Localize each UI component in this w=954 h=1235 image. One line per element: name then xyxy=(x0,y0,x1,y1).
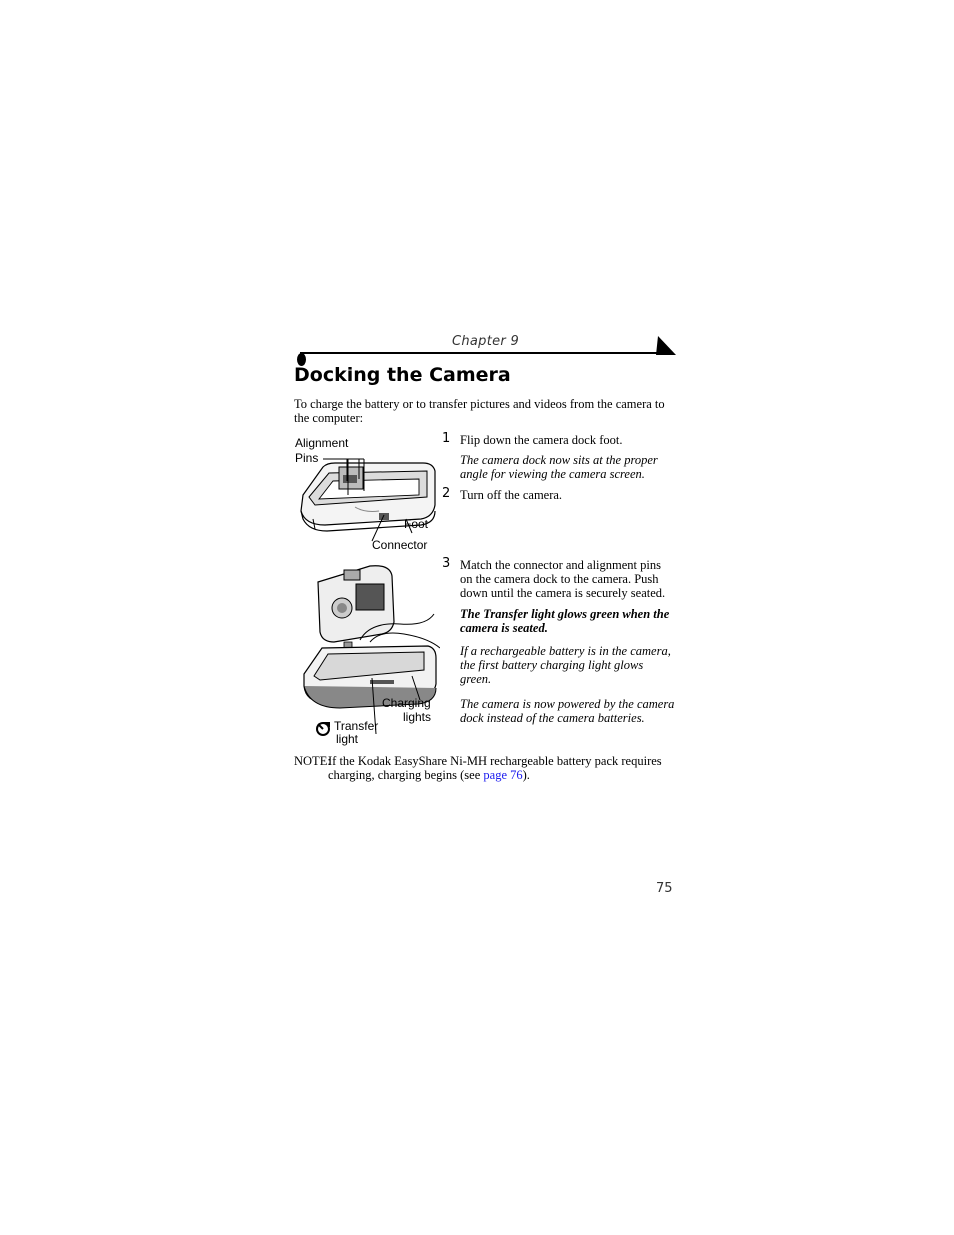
step-3-text: Match the connector and alignment pins on the camera dock to the camera. Push down until the camera is securely seated. xyxy=(460,558,666,600)
label-connector: Connector xyxy=(372,538,428,552)
intro-paragraph: To charge the battery or to transfer pictures and videos from the camera to the computer: xyxy=(294,397,665,425)
header-rule xyxy=(300,352,670,354)
step-3-result-2: If a rechargeable battery is in the camera, the first battery charging light glows green. xyxy=(460,644,671,686)
label-transfer: Transfer xyxy=(334,719,379,733)
note-prefix: NOTE: xyxy=(294,754,331,768)
step-1-result: The camera dock now sits at the proper angle for viewing the camera screen. xyxy=(460,453,658,481)
note-text-end: ). xyxy=(522,768,530,782)
label-alignment: Alignment xyxy=(295,436,349,450)
label-charging: Charging xyxy=(382,696,431,710)
label-pins: Pins xyxy=(295,451,319,465)
label-foot: Foot xyxy=(404,517,429,531)
step-3-result-bold: The Transfer light glows green when the camera is seated. xyxy=(460,607,670,635)
chapter-heading: Chapter 9 xyxy=(452,334,520,349)
step-3-result-3: The camera is now powered by the camera dock instead of the camera batteries. xyxy=(460,697,675,725)
step-1-text: Flip down the camera dock foot. xyxy=(460,433,623,447)
label-light: light xyxy=(336,732,359,746)
step-2-text: Turn off the camera. xyxy=(460,488,563,502)
page-number: 75 xyxy=(656,881,673,896)
step-3-number: 3 xyxy=(442,556,451,571)
note-text: If the Kodak EasyShare Ni-MH rechargeable battery pack requires charging, charging begins (see xyxy=(328,754,662,782)
note-page-link[interactable]: page 76 xyxy=(483,768,523,782)
figure1-callout-lines xyxy=(320,455,440,547)
step-2-number: 2 xyxy=(442,486,451,501)
section-title: Docking the Camera xyxy=(294,364,511,386)
step-1-number: 1 xyxy=(442,431,451,446)
label-lights: lights xyxy=(403,710,432,724)
note-paragraph xyxy=(294,754,684,782)
header-corner-mark xyxy=(656,335,678,357)
transfer-icon xyxy=(315,721,331,737)
